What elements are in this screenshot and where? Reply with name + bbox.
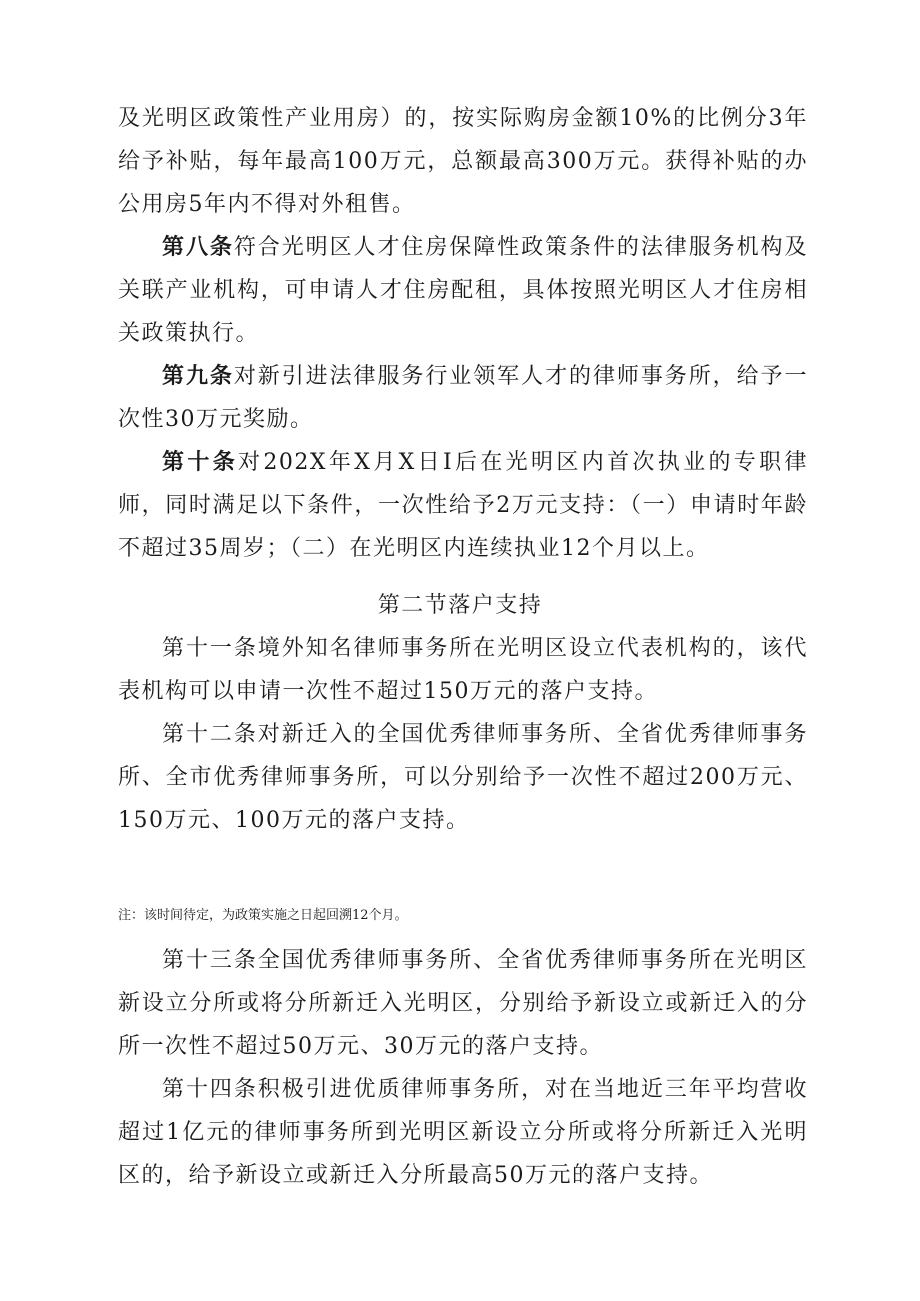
article-9-body: 对新引进法律服务行业领军人才的律师事务所，给予一次性30万元奖励。 xyxy=(118,364,808,432)
article-10-title: 第十条 xyxy=(162,449,239,475)
article-9-title: 第九条 xyxy=(162,363,234,389)
article-11 xyxy=(118,627,808,713)
article-12-text: 第十二条对新迁入的全国优秀律师事务所、全省优秀律师事务所、全市优秀律师事务所，可以分别给予一次性不超过200万元、150万元、100万元的落户支持。 xyxy=(118,722,808,833)
footnote xyxy=(118,906,808,926)
section-heading: 第二节落户支持 xyxy=(377,593,543,618)
article-10 xyxy=(118,441,808,570)
paragraph-continuation xyxy=(118,97,808,226)
paragraph-text: 及光明区政策性产业用房）的，按实际购房金额10%的比例分3年给予补贴，每年最高100万元，总额最高300万元。获得补贴的办公用房5年内不得对外租售。 xyxy=(118,106,808,217)
article-14-text: 第十四条积极引进优质律师事务所，对在当地近三年平均营收超过1亿元的律师事务所到光明区新设立分所或将分所新迁入光明区的，给予新设立或新迁入分所最高50万元的落户支持。 xyxy=(118,1077,808,1188)
article-13-text: 第十三条全国优秀律师事务所、全省优秀律师事务所在光明区新设立分所或将分所新迁入光明区，分别给予新设立或新迁入的分所一次性不超过50万元、30万元的落户支持。 xyxy=(118,948,808,1059)
article-11-text: 第十一条境外知名律师事务所在光明区设立代表机构的，该代表机构可以申请一次性不超过150万元的落户支持。 xyxy=(118,636,808,704)
article-13 xyxy=(118,939,808,1068)
article-8-title: 第八条 xyxy=(162,234,234,260)
footnote-text: 注：该时间待定，为政策实施之日起回溯12个月。 xyxy=(118,908,408,923)
article-14 xyxy=(118,1068,808,1197)
article-8 xyxy=(118,226,808,355)
article-10-body: 对202X年X月X日I后在光明区内首次执业的专职律师，同时满足以下条件，一次性给予2万元支持：（一）申请时年龄不超过35周岁；（二）在光明区内连续执业12个月以上。 xyxy=(118,450,808,561)
article-12 xyxy=(118,713,808,842)
article-8-body: 符合光明区人才住房保障性政策条件的法律服务机构及关联产业机构，可申请人才住房配租，具体按照光明区人才住房相关政策执行。 xyxy=(118,235,808,346)
article-9 xyxy=(118,355,808,441)
